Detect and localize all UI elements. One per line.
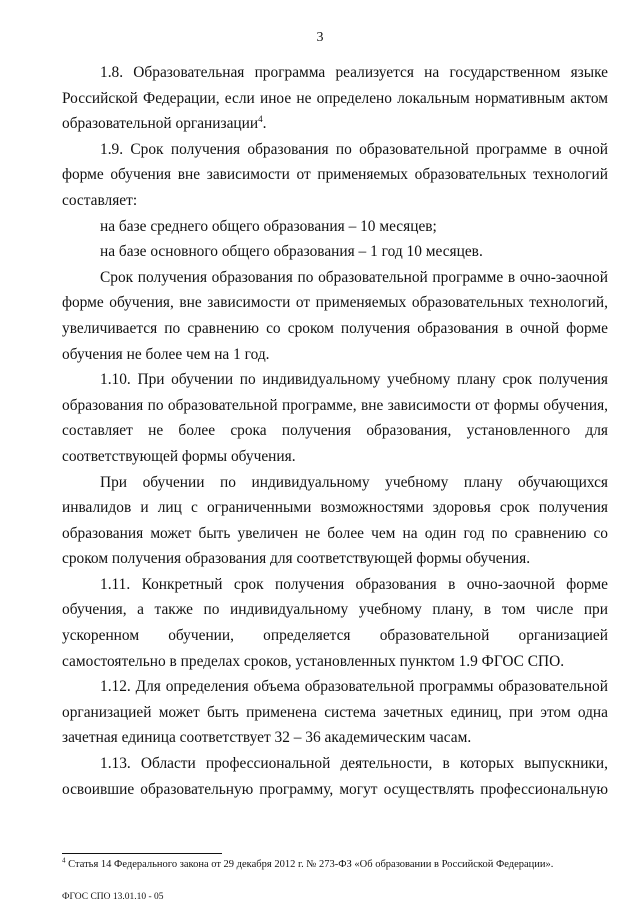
document-code: ФГОС СПО 13.01.10 - 05: [62, 892, 164, 902]
footnote-reference[interactable]: 4: [258, 114, 263, 125]
paragraph-1-10: 1.10. При обучении по индивидуальному учебному плану срок получения образования по образовательной программе, вне зависимости от формы обучения, составляет не более срока получения образования, установленного для соответствующей формы обучения.: [62, 371, 608, 465]
footnote-text: Статья 14 Федерального закона от 29 декабря 2012 г. № 273-ФЗ «Об образовании в Российской Федерации».: [65, 859, 554, 870]
paragraph-extramural-term: Срок получения образования по образовательной программе в очно-заочной форме обучения, вне зависимости от применяемых образовательных технологий, увеличивается по сравнению со сроком получения образования в очной форме обучения не более чем на 1 год.: [62, 268, 608, 363]
paragraph-text: 1.8. Образовательная программа реализуется на государственном языке Российской Федерации, если иное не определено локальным нормативным актом образовательной организации: [62, 64, 608, 133]
paragraph-basic-basis: на базе основного общего образования – 1 год 10 месяцев.: [100, 243, 483, 261]
paragraph-1-9: 1.9. Срок получения образования по образовательной программе в очной форме обучения вне зависимости от применяемых образовательных технологий составляет:: [62, 140, 608, 209]
paragraph-1-12: 1.12. Для определения объема образовательной программы образовательной организацией может быть применена система зачетных единиц, при этом одна зачетная единица соответствует 32 – 36 академическим часам.: [62, 678, 608, 747]
paragraph-tail: .: [262, 115, 267, 133]
footnote-mark: 4: [62, 856, 66, 865]
paragraph-secondary-basis: на базе среднего общего образования – 10 месяцев;: [100, 217, 437, 235]
paragraph-1-8: [62, 60, 608, 137]
document-body: [62, 60, 608, 802]
footnote: [62, 858, 608, 872]
paragraph-1-11: 1.11. Конкретный срок получения образования в очно-заочной форме обучения, а также по индивидуальному учебному плану, в том числе при ускоренном обучении, определяется образовательной организацией самостоятельно в пределах сроков, установленных пунктом 1.9 ФГОС СПО.: [62, 575, 608, 670]
paragraph-1-13: 1.13. Области профессиональной деятельности, в которых выпускники, освоившие образовательную программу, могут осуществлять профессиональную: [62, 755, 608, 798]
footnote-divider: [62, 853, 222, 854]
page-number: 3: [316, 30, 324, 45]
paragraph-disabled-students: При обучении по индивидуальному учебному плану обучающихся инвалидов и лиц с ограниченными возможностями здоровья срок получения образования может быть увеличен не более чем на один год по сравнению со сроком получения образования для соответствующей формы обучения.: [62, 473, 608, 568]
